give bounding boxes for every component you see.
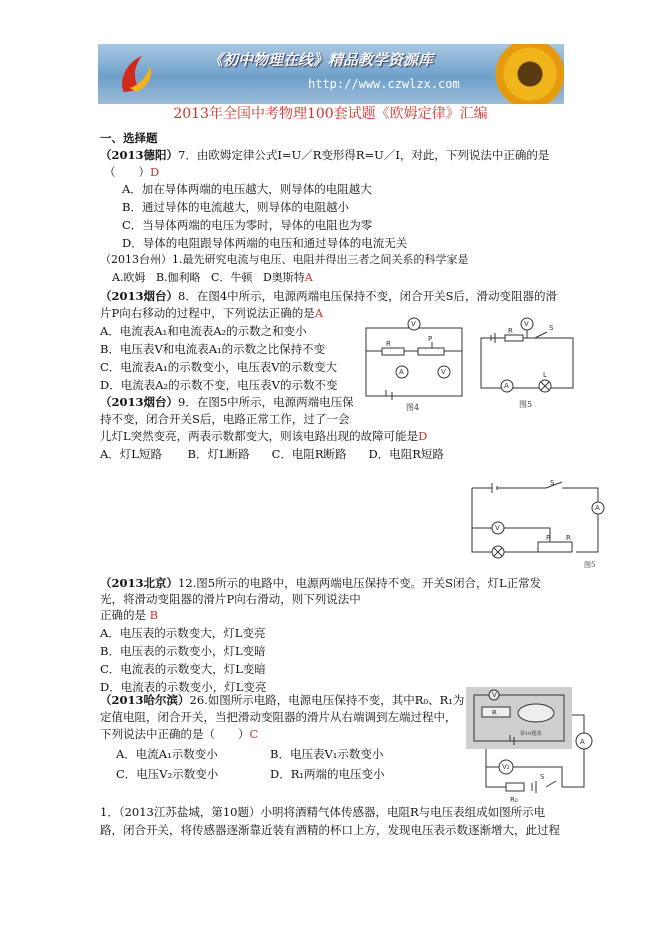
svg-text:V: V xyxy=(495,524,500,532)
answer-mark: B xyxy=(149,608,159,622)
question-4-stem-3 xyxy=(100,428,427,444)
question-source: （2013德阳） xyxy=(100,148,179,162)
question-4-stem xyxy=(100,394,354,410)
question-6-stem-3 xyxy=(100,726,258,742)
question-source: （2013哈尔滨） xyxy=(100,693,190,707)
option-c: C．电阻R断路 xyxy=(271,447,347,461)
option-c: C．电压V₂示数变小 xyxy=(116,767,219,781)
answer-mark: D xyxy=(150,165,160,179)
question-3-stem xyxy=(100,288,557,304)
svg-text:A: A xyxy=(504,382,509,390)
question-6-stem xyxy=(100,692,464,708)
question-5-stem-3 xyxy=(100,607,158,623)
figure-caption: 图5 xyxy=(519,400,533,409)
svg-text:R: R xyxy=(386,340,391,348)
section-heading: 一、选择题 xyxy=(100,131,158,145)
logo-icon xyxy=(116,52,156,96)
svg-text:A: A xyxy=(399,368,404,376)
banner-url[interactable]: http://www.czwlzx.com xyxy=(308,77,460,91)
circuit-diagram xyxy=(362,314,466,414)
answer-mark: D xyxy=(418,429,428,443)
option-a: A.欧姆 xyxy=(112,271,146,284)
figure-caption: 图4 xyxy=(406,403,420,412)
option-b: B．电压表V₁示数变小 xyxy=(270,747,384,761)
circuit-figure-5-small xyxy=(475,314,579,414)
figure-caption: 第10题图 xyxy=(520,731,542,737)
option-d: D．电流表的示数变小，灯L变亮 xyxy=(100,680,267,694)
option-a: A．电流A₁示数变小 xyxy=(116,747,218,761)
question-5-stem xyxy=(100,575,541,591)
svg-text:S: S xyxy=(550,479,555,487)
option-d: D奥斯特 xyxy=(262,271,305,284)
question-text: 26.如图所示电路，电源电压保持不变，其中R₀、R₁为 xyxy=(189,693,465,707)
sunflower-image xyxy=(494,44,564,104)
banner-title: 《初中物理在线》精品教学资源库 xyxy=(208,51,434,69)
circuit-diagram xyxy=(466,478,616,570)
circuit-figure-4 xyxy=(362,314,466,414)
answer-mark: A xyxy=(314,306,324,320)
svg-text:V: V xyxy=(524,320,529,328)
circuit-diagram xyxy=(475,314,579,414)
option-c: C．当导体两端的电压为零时，导体的电阻也为零 xyxy=(122,218,373,232)
figure-caption: 图5 xyxy=(584,561,596,569)
header-banner xyxy=(98,44,564,104)
question-7-line-2: 路，闭合开关，将传感器逐渐靠近装有酒精的杯口上方，发现电压表示数逐渐增大，此过程 xyxy=(100,823,560,837)
question-text: 正确的是 xyxy=(100,608,146,622)
svg-text:A: A xyxy=(580,738,585,746)
question-1-paren xyxy=(104,164,159,180)
question-2-stem xyxy=(100,252,469,268)
svg-text:R₀: R₀ xyxy=(510,796,518,804)
circuit-figure-beijing xyxy=(466,478,616,570)
question-5-stem-2: 光，将滑动变阻器的滑片P向右滑动，则下列说法中 xyxy=(100,592,361,606)
svg-text:P: P xyxy=(546,534,551,542)
svg-text:R: R xyxy=(492,709,497,717)
option-a: A．灯L短路 xyxy=(100,447,162,461)
question-2-options xyxy=(112,270,313,286)
svg-text:V: V xyxy=(441,368,446,376)
answer-paren: （ ） xyxy=(104,165,150,179)
question-6-stem-2: 定值电阻，闭合开关，当把滑动变阻器的滑片从右端调到左端过程中， xyxy=(100,710,457,724)
svg-text:V₂: V₂ xyxy=(502,763,510,771)
svg-text:V: V xyxy=(411,320,416,328)
option-c: C．电流表A₁的示数变小，电压表V的示数变大 xyxy=(100,360,338,374)
svg-text:S: S xyxy=(540,773,545,781)
option-c: C．电流表的示数变大，灯L变暗 xyxy=(100,662,266,676)
option-d: D．电阻R短路 xyxy=(368,447,444,461)
question-source: （2013北京） xyxy=(100,576,179,590)
svg-text:V: V xyxy=(492,691,497,699)
question-3-stem-2 xyxy=(100,305,323,321)
question-text: 9．在图5中所示，电源两端电压保 xyxy=(178,395,354,409)
answer-mark: A xyxy=(304,271,313,284)
question-7-line-1: 1．（2013江苏盐城，第10题）小明将酒精气体传感器，电阻R与电压表组成如图所示电 xyxy=(100,805,546,819)
option-b: B．电压表V和电流表A₁的示数之比保持不变 xyxy=(100,342,326,356)
option-d: D．导体的电阻跟导体两端的电压和通过导体的电流无关 xyxy=(122,236,408,250)
answer-mark: C xyxy=(249,727,259,741)
question-text: 12.图5所示的电路中，电源两端电压保持不变。开关S闭合，灯L正常发 xyxy=(178,576,542,590)
option-d: D．R₁两端的电压变小 xyxy=(270,767,385,781)
question-text: 下列说法中正确的是（ ） xyxy=(100,727,250,741)
svg-text:R: R xyxy=(508,327,513,335)
question-text: 7．由欧姆定律公式I=U／R变形得R=U／I，对此，下列说法中正确的是 xyxy=(178,148,550,162)
question-1-stem xyxy=(100,147,549,163)
svg-text:P: P xyxy=(428,335,433,343)
document-title: 2013年全国中考物理100套试题《欧姆定律》汇编 xyxy=(173,106,488,122)
svg-text:S: S xyxy=(549,324,554,332)
question-4-stem-2: 持不变，闭合开关S后，电路正常工作，过了一会 xyxy=(100,412,350,426)
option-b: B.伽利略 xyxy=(155,271,201,284)
svg-text:R: R xyxy=(566,534,571,542)
question-text: 儿灯L突然变亮，两表示数都变大，则该电路出现的故障可能是 xyxy=(100,429,419,443)
circuit-figure-harbin xyxy=(466,687,596,807)
question-source: （2013烟台） xyxy=(100,289,179,303)
svg-text:L: L xyxy=(543,371,547,379)
option-d: D．电流表A₂的示数不变，电压表V的示数不变 xyxy=(100,378,338,392)
option-b: B．电压表的示数变小，灯L变暗 xyxy=(100,644,266,658)
question-source: （2013台州） xyxy=(100,253,172,266)
question-4-options xyxy=(100,446,444,462)
option-b: B．灯L断路 xyxy=(187,447,250,461)
option-a: A．电压表的示数变大，灯L变亮 xyxy=(100,626,266,640)
question-text: 8．在图4中所示，电源两端电压保持不变，闭合开关S后，滑动变阻器的滑 xyxy=(178,289,558,303)
circuit-diagram xyxy=(466,687,596,807)
option-a: A．电流表A₁和电流表A₂的示数之和变小 xyxy=(100,324,307,338)
question-text: 1.最先研究电流与电压、电阻并得出三者之间关系的科学家是 xyxy=(172,253,469,266)
option-b: B．通过导体的电流越大，则导体的电阻越小 xyxy=(122,200,349,214)
svg-text:A: A xyxy=(595,504,600,512)
option-c: C．牛顿 xyxy=(211,271,253,284)
question-text: 片P向右移动的过程中，下列说法正确的是 xyxy=(100,306,315,320)
question-source: （2013烟台） xyxy=(100,395,179,409)
option-a: A．加在导体两端的电压越大，则导体的电阻越大 xyxy=(122,182,372,196)
